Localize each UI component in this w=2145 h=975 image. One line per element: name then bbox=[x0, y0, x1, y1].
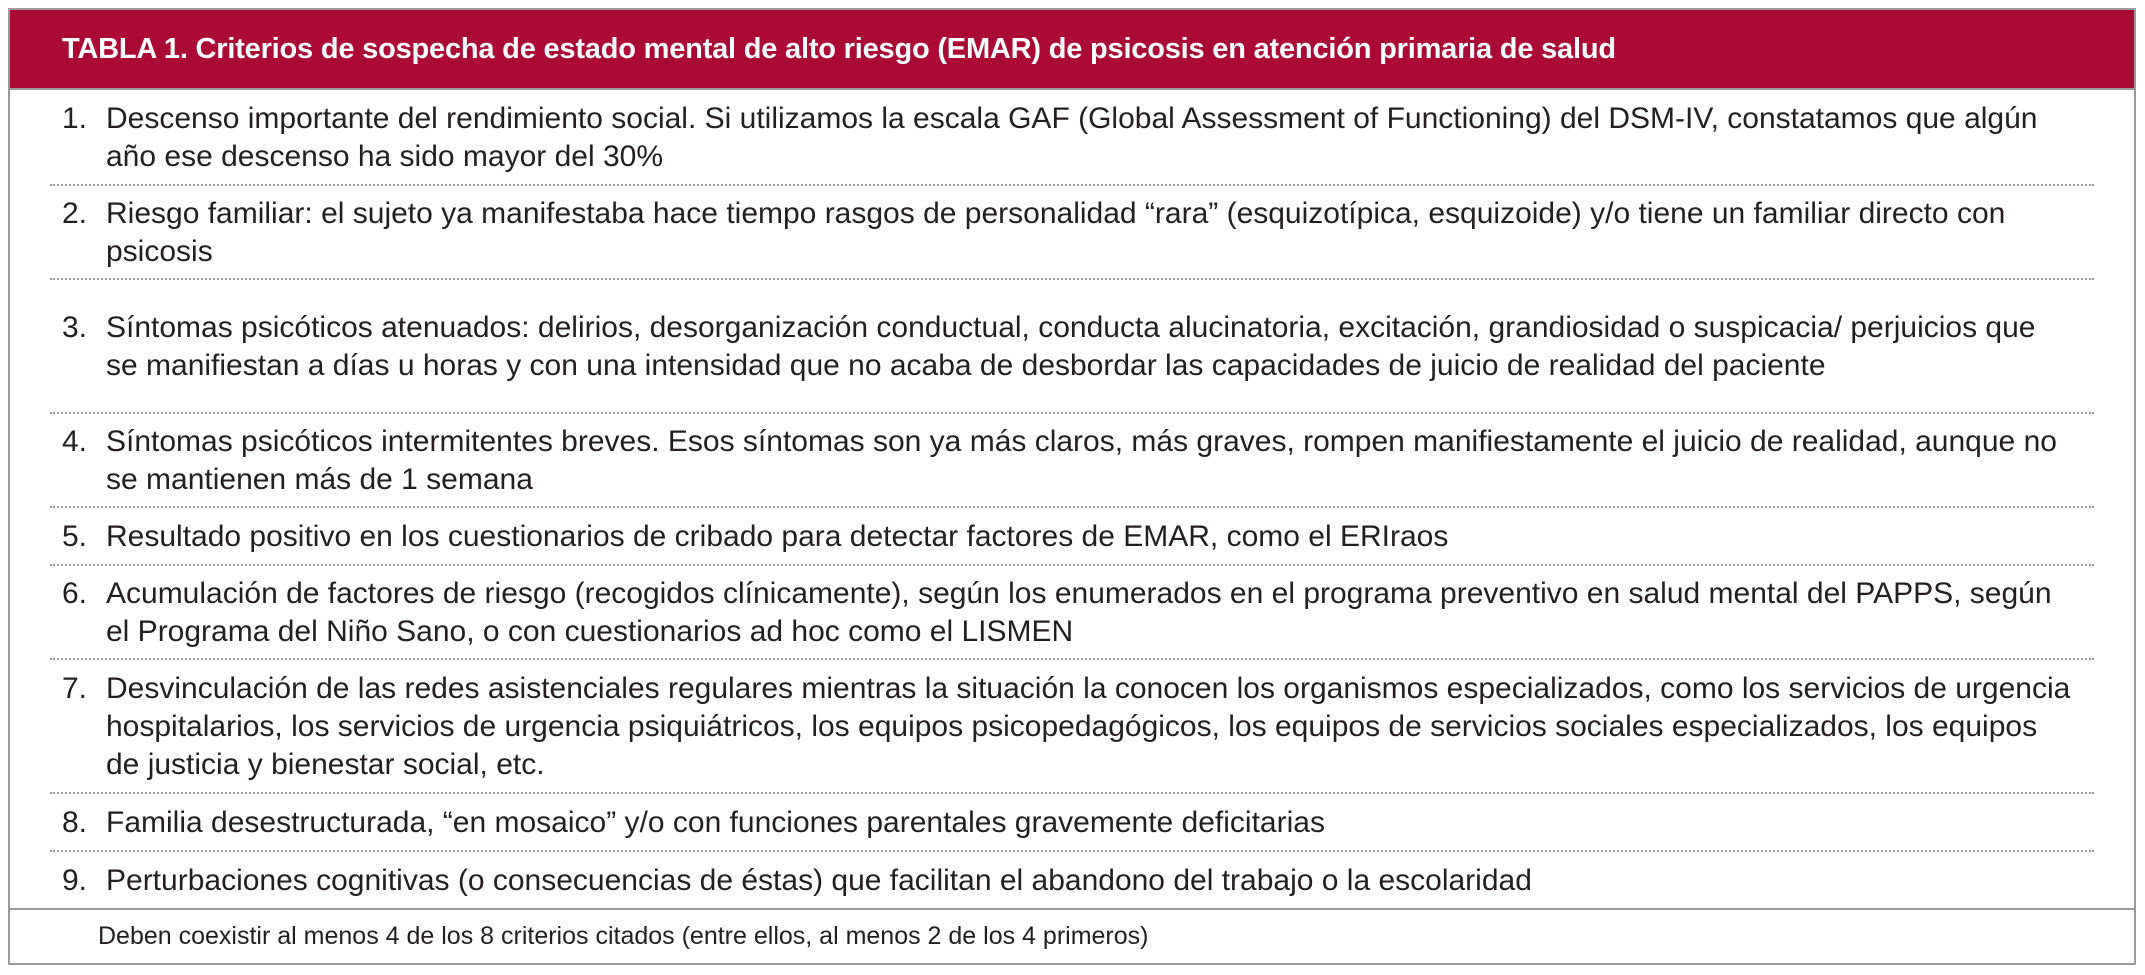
criteria-number: 5. bbox=[62, 520, 88, 553]
criteria-row-4 bbox=[10, 414, 2134, 508]
criteria-row-2 bbox=[10, 186, 2134, 280]
criteria-row-5 bbox=[10, 508, 2134, 566]
criteria-number: 8. bbox=[62, 806, 88, 839]
criteria-number: 7. bbox=[62, 672, 88, 705]
criteria-number: 4. bbox=[62, 425, 88, 458]
criteria-row-6 bbox=[10, 566, 2134, 660]
criteria-number: 2. bbox=[62, 197, 88, 230]
criteria-number: 9. bbox=[62, 864, 88, 897]
table-footnote: Deben coexistir al menos 4 de los 8 criterios citados (entre ellos, al menos 2 de los 4 primeros) bbox=[10, 908, 2134, 963]
criteria-text: Síntomas psicóticos intermitentes breves. Esos síntomas son ya más claros, más graves, rompen manifiestamente el juicio de realidad, aunque no se mantienen más de 1 semana bbox=[106, 425, 2057, 496]
criteria-row-1 bbox=[10, 90, 2134, 186]
criteria-row-9 bbox=[10, 852, 2134, 910]
criteria-text: Riesgo familiar: el sujeto ya manifestaba hace tiempo rasgos de personalidad “rara” (esquizotípica, esquizoide) y/o tiene un familiar directo con psicosis bbox=[106, 197, 2006, 268]
criteria-text: Descenso importante del rendimiento social. Si utilizamos la escala GAF (Global Assessment of Functioning) del DSM-IV, constatamos que algún año ese descenso ha sido mayor del 30% bbox=[106, 102, 2038, 173]
table-title: TABLA 1. Criterios de sospecha de estado mental de alto riesgo (EMAR) de psicosis en atención primaria de salud bbox=[10, 10, 2134, 90]
criteria-number: 3. bbox=[62, 311, 88, 344]
criteria-text: Desvinculación de las redes asistenciales regulares mientras la situación la conocen los organismos especializados, como los servicios de urgencia hospitalarios, los servicios de urgencia psiquiátricos, los equipos psicopedagógicos, los equipos de servicios sociales especializados, los equipos de justicia y bienestar social, etc. bbox=[106, 672, 2071, 781]
criteria-list bbox=[10, 90, 2134, 910]
criteria-row-8 bbox=[10, 794, 2134, 852]
criteria-row-7 bbox=[10, 660, 2134, 794]
criteria-table bbox=[8, 8, 2136, 965]
criteria-text: Síntomas psicóticos atenuados: delirios, desorganización conductual, conducta alucinatoria, excitación, grandiosidad o suspicacia/ perjuicios que se manifiestan a días u horas y con una intensidad que no acaba de desbordar las capacidades de juicio de realidad del paciente bbox=[106, 311, 2036, 382]
criteria-text: Acumulación de factores de riesgo (recogidos clínicamente), según los enumerados en el programa preventivo en salud mental del PAPPS, según el Programa del Niño Sano, o con cuestionarios ad hoc como el LISMEN bbox=[106, 577, 2052, 648]
criteria-row-3 bbox=[10, 280, 2134, 414]
criteria-text: Perturbaciones cognitivas (o consecuencias de éstas) que facilitan el abandono del trabajo o la escolaridad bbox=[106, 864, 1532, 897]
criteria-number: 1. bbox=[62, 102, 88, 135]
criteria-text: Resultado positivo en los cuestionarios de cribado para detectar factores de EMAR, como el ERIraos bbox=[106, 520, 1449, 553]
criteria-number: 6. bbox=[62, 577, 88, 610]
criteria-text: Familia desestructurada, “en mosaico” y/o con funciones parentales gravemente deficitarias bbox=[106, 806, 1325, 839]
